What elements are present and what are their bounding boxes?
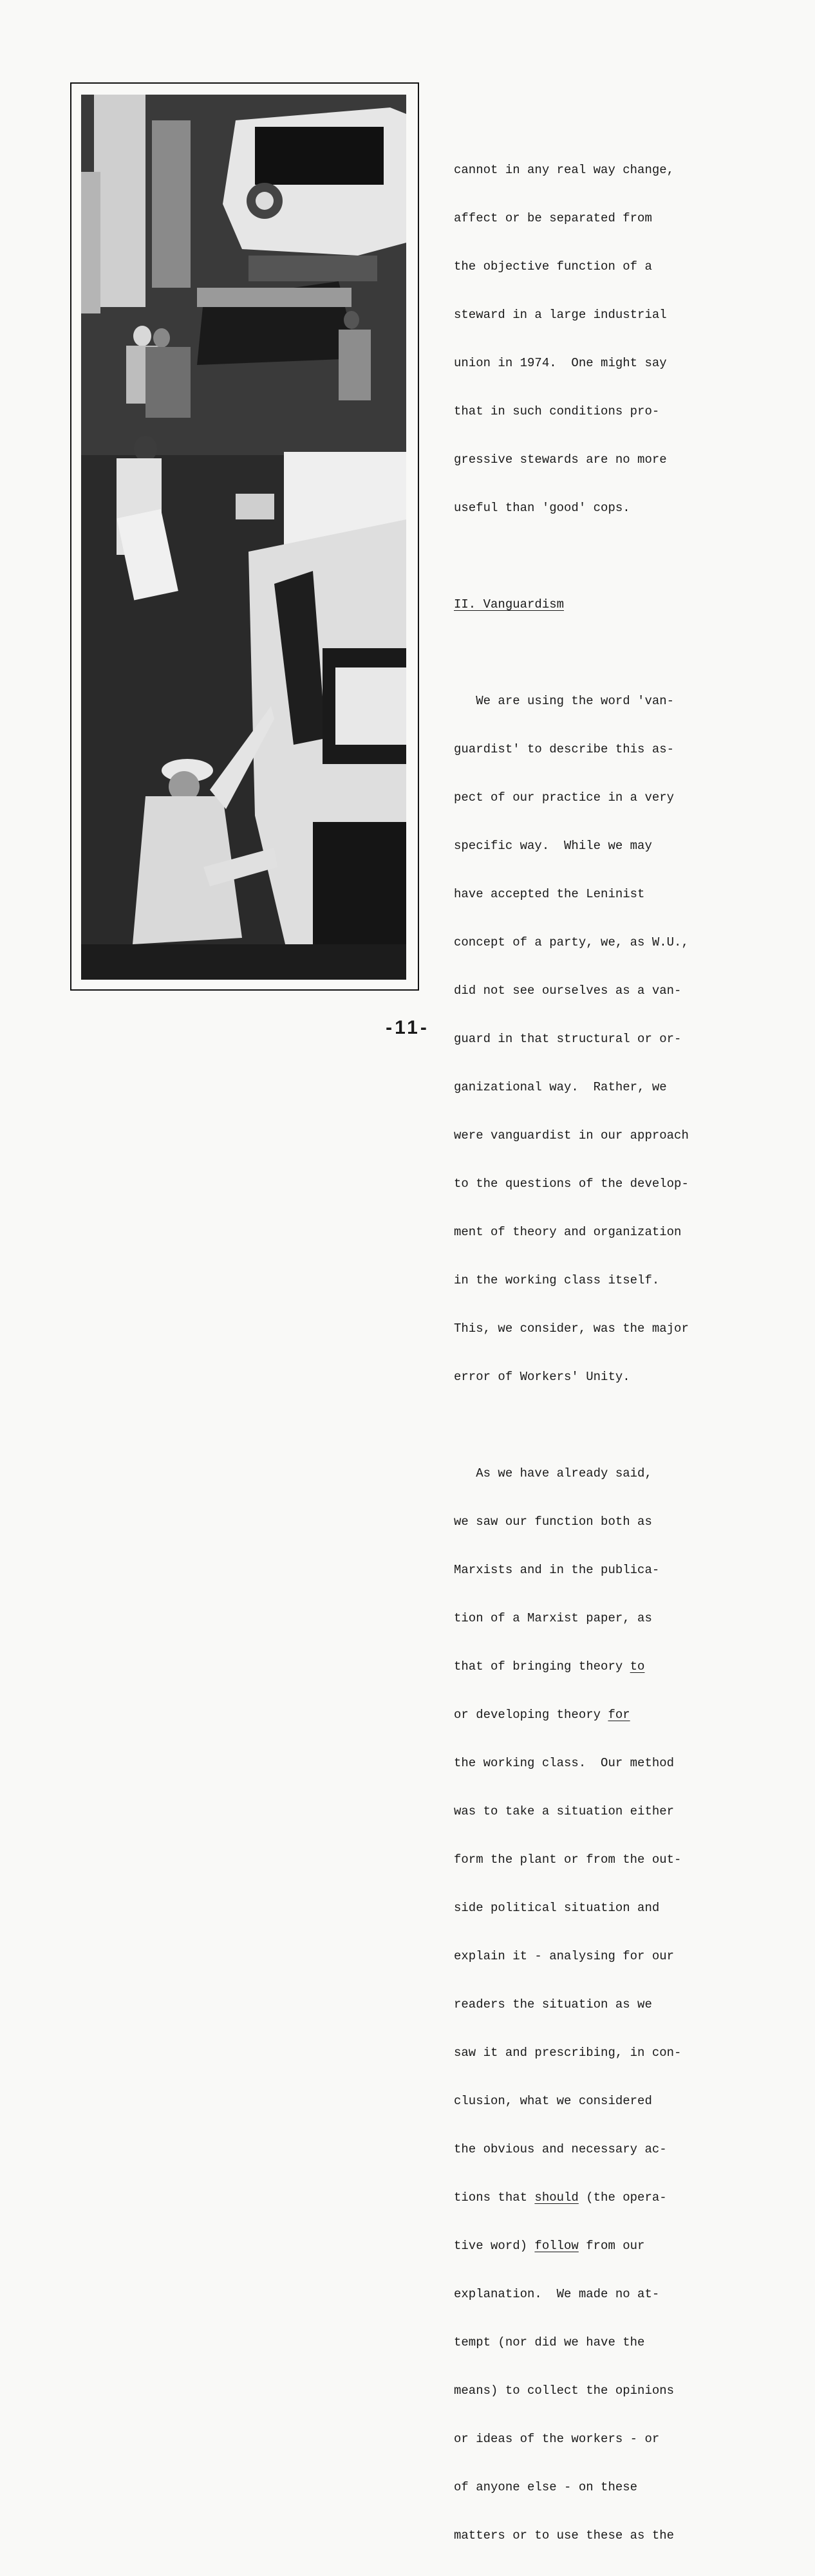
paragraph-3-line-1: As we have already said, (454, 1466, 652, 1480)
paragraph-1-line-6: that in such conditions pro- (454, 404, 660, 418)
paragraph-2-line-2: guardist' to describe this as- (454, 742, 675, 756)
paragraph-3-line-19: tempt (nor did we have the (454, 2335, 645, 2349)
underlined-should: should (534, 2190, 579, 2205)
paragraph-2-line-7: did not see ourselves as a van- (454, 984, 682, 998)
paragraph-2-line-11: to the questions of the develop- (454, 1177, 689, 1191)
paragraph-3-line-20: means) to collect the opinions (454, 2384, 675, 2398)
paragraph-1-line-7: gressive stewards are no more (454, 453, 667, 467)
paragraph-3-line-7: the working class. Our method (454, 1756, 675, 1770)
paragraph-2-line-14: This, we consider, was the major (454, 1321, 689, 1336)
underlined-for: for (608, 1708, 630, 1722)
paragraph-1-line-1: cannot in any real way change, (454, 163, 675, 177)
underlined-to: to (630, 1659, 645, 1674)
paragraph-3-line-18: explanation. We made no at- (454, 2287, 660, 2301)
section-heading: II. Vanguardism (454, 597, 565, 611)
paragraph-3-line-16 (454, 2190, 724, 2206)
should-line-post: (the opera- (578, 2190, 667, 2205)
paragraph-1-line-5: union in 1974. One might say (454, 356, 667, 370)
paragraph-3-line-23: matters or to use these as the (454, 2528, 675, 2543)
paragraph-1-line-2: affect or be separated from (454, 211, 652, 225)
paragraph-1-line-4: steward in a large industrial (454, 308, 667, 322)
paragraph-3-line-3: Marxists and in the publica- (454, 1563, 660, 1577)
paragraph-3-line-12: readers the situation as we (454, 1997, 652, 2011)
paragraph-3-line-9: form the plant or from the out- (454, 1853, 682, 1867)
paragraph-3-line-15: the obvious and necessary ac- (454, 2142, 667, 2156)
paragraph-3-line-5 (454, 1659, 724, 1675)
paragraph-3-line-8: was to take a situation either (454, 1804, 675, 1818)
should-line-pre: tions that (454, 2190, 535, 2205)
line-6-text: or developing theory (454, 1708, 608, 1722)
follow-line-pre: tive word) (454, 2239, 535, 2253)
paragraph-2-line-3: pect of our practice in a very (454, 790, 675, 805)
paragraph-1-line-3: the objective function of a (454, 259, 652, 274)
paragraph-3-line-22: of anyone else - on these (454, 2480, 638, 2494)
paragraph-2-line-5: have accepted the Leninist (454, 887, 645, 901)
paragraph-1-line-8: useful than 'good' cops. (454, 501, 630, 515)
paragraph-2-line-13: in the working class itself. (454, 1273, 660, 1287)
line-5-text: that of bringing theory (454, 1659, 630, 1674)
paragraph-2-line-6: concept of a party, we, as W.U., (454, 935, 689, 949)
body-text-column (454, 130, 724, 2576)
paragraph-2-line-10: were vanguardist in our approach (454, 1128, 689, 1143)
photo-frame (70, 82, 419, 991)
paragraph-3-line-2: we saw our function both as (454, 1515, 652, 1529)
paragraph-2-line-4: specific way. While we may (454, 839, 652, 853)
paragraph-3-line-13: saw it and prescribing, in con- (454, 2046, 682, 2060)
page-number: -11- (386, 1017, 429, 1038)
paragraph-3-line-17 (454, 2238, 724, 2254)
assembly-line-photo-icon (81, 95, 406, 980)
paragraph-3-line-4: tion of a Marxist paper, as (454, 1611, 652, 1625)
paragraph-2-line-8: guard in that structural or or- (454, 1032, 682, 1046)
paragraph-2-line-9: ganizational way. Rather, we (454, 1080, 667, 1094)
paragraph-3-line-21: or ideas of the workers - or (454, 2432, 660, 2446)
follow-line-post: from our (578, 2239, 645, 2253)
paragraph-3-line-6 (454, 1707, 724, 1723)
underlined-follow: follow (534, 2239, 579, 2253)
paragraph-3-line-11: explain it - analysing for our (454, 1949, 675, 1963)
paragraph-2-line-1: We are using the word 'van- (454, 694, 675, 708)
paragraph-3-line-14: clusion, what we considered (454, 2094, 652, 2108)
paragraph-2-line-15: error of Workers' Unity. (454, 1370, 630, 1384)
paragraph-3-line-10: side political situation and (454, 1901, 660, 1915)
paragraph-2-line-12: ment of theory and organization (454, 1225, 682, 1239)
